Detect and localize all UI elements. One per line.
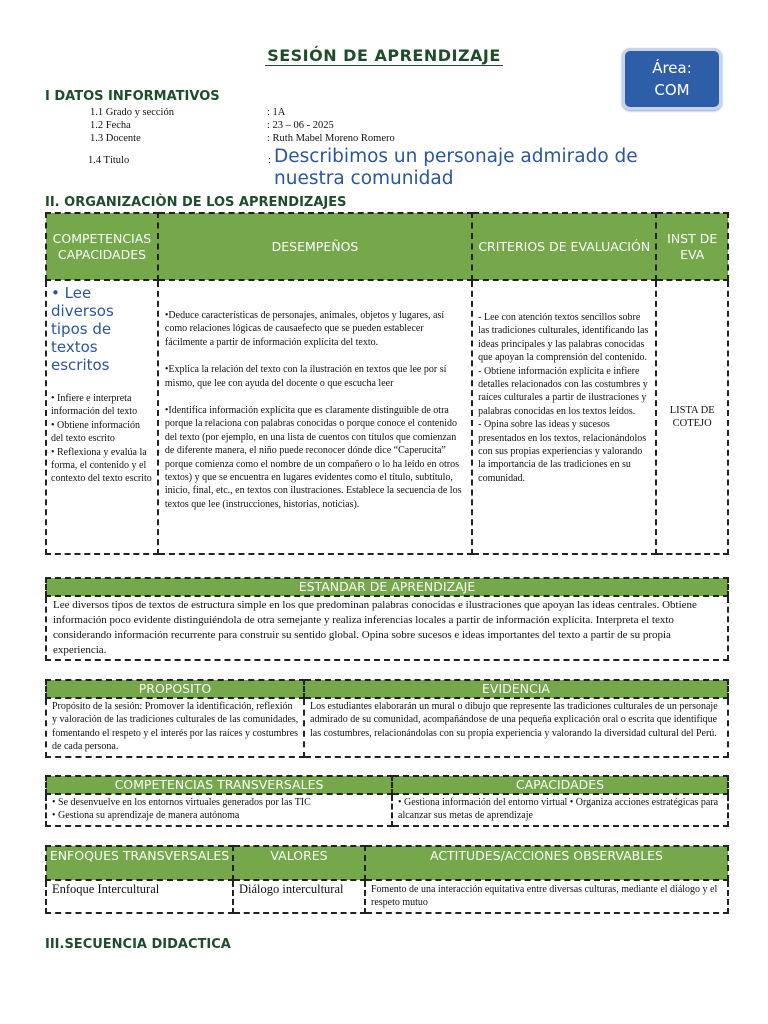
area-label: Área: [652, 59, 692, 77]
competencias-cell [46, 280, 158, 554]
enfoques-table [45, 845, 729, 914]
area-badge [622, 48, 722, 110]
instrumento-cell [656, 280, 728, 554]
desempeno-item: •Identifica información explícita que es claramente distinguible de otra porque la relaciona con palabras conocidas o porque conoce el contenido del texto (por ejemplo, en una lista de cuentos con títulos que comienzan de diferente manera, el niño puede reconocer dónde dice “Caperucita” porque comienza como el nombre de un compañero o lo ha leído en otros textos) y que se encuentra en lugares evidentes como el título, subtítulo, inicio, final, etc., en textos con ilustraciones. Establece la secuencia de los textos que lee (instrucciones, historias, noticias). [164, 405, 462, 510]
info-titulo-key: 1.4 Título [88, 155, 130, 166]
enfoque-value: Enfoque Intercultural [46, 880, 233, 913]
valor-value: Diálogo intercultural [233, 880, 365, 913]
header-competencias: COMPETENCIAS CAPACIDADES [46, 213, 158, 280]
capacidad-item: • Reflexiona y evalúa la forma, el contenido y el contexto del texto escrito [51, 446, 152, 485]
section-3-heading: III.SECUENCIA DIDACTICA [45, 937, 231, 952]
info-titulo-colon: : [268, 155, 271, 166]
estandar-table [45, 577, 729, 661]
criterio-item: - Lee con atención textos sencillos sobre las tradiciones culturales, identificando las ideas principales y las palabras conocidas que apoyan la comprensión del contenido. [478, 312, 649, 364]
criterio-item: - Obtiene información explícita e infiere detalles relacionados con las costumbres y raíces culturales a partir de ilustraciones y palabras conocidas en los textos leídos. [478, 365, 648, 417]
competencia-text: • Lee diversos tipos de textos escritos [51, 284, 114, 374]
area-value: COM [654, 81, 690, 99]
header-criterios: CRITERIOS DE EVALUACIÓN [472, 213, 656, 280]
capacidades-header: CAPACIDADES [392, 776, 728, 794]
transversales-header: COMPETENCIAS TRANSVERSALES [46, 776, 392, 794]
section-2-heading: II. ORGANIZACIÒN DE LOS APRENDIZAJES [45, 195, 347, 210]
criterios-cell [472, 280, 656, 554]
enfoques-header: ENFOQUES TRANSVERSALES [46, 846, 233, 880]
transversal-item: • Gestiona su aprendizaje de manera autónoma [52, 810, 240, 822]
proposito-evidencia-table [45, 679, 729, 758]
instrumento-text: LISTA DE COTEJO [669, 404, 715, 429]
capacidad-item: • Obtiene información del texto escrito [51, 419, 141, 445]
section-1-heading: I DATOS INFORMATIVOS [45, 89, 220, 104]
organizacion-table [45, 212, 729, 555]
actitudes-header: ACTITUDES/ACCIONES OBSERVABLES [365, 846, 728, 880]
info-grado-value: : 1A [267, 107, 286, 118]
proposito-header: PROPOSITO [46, 680, 304, 698]
desempeno-item: •Explica la relación del texto con la ilustración en textos que lee por sí mismo, que lee con ayuda del docente o que escucha leer [164, 364, 447, 389]
valores-header: VALORES [233, 846, 365, 880]
info-fecha-value: : 23 – 06 - 2025 [267, 120, 334, 131]
info-docente-key: 1.3 Docente [90, 133, 141, 144]
estandar-header: ESTANDAR DE APRENDIZAJE [46, 578, 728, 596]
header-desempenos: DESEMPEÑOS [158, 213, 472, 280]
transversales-table [45, 775, 729, 827]
page-title: SESIÓN DE APRENDIZAJE [267, 46, 501, 65]
criterio-item: - Opina sobre las ideas y sucesos presentados en los textos, relacionándolos con sus propias experiencias y valorando la importancia de las tradiciones en su comunidad. [478, 419, 647, 484]
info-fecha-key: 1.2 Fecha [90, 120, 131, 131]
transversales-cell [46, 794, 392, 826]
info-docente-value: : Ruth Mabel Moreno Romero [267, 133, 395, 144]
session-title: Describimos un personaje admirado de nuestra comunidad [274, 146, 638, 189]
evidencia-text: Los estudiantes elaborarán un mural o dibujo que represente las tradiciones culturales de un personaje admirado de su comunidad, acompañándose de una pequeña explicación oral o escrita que identifique las costumbres, relacionándolas con su propia experiencia y valorando la diversidad cultural del Perú. [304, 698, 728, 757]
evidencia-header: EVIDENCIA [304, 680, 728, 698]
estandar-text: Lee diversos tipos de textos de estructura simple en los que predominan palabras conocidas e ilustraciones que apoyan las ideas centrales. Obtiene información poco evidente distinguiéndola de otra semejante y realiza inferencias locales a partir de información explícita. Interpreta el texto considerando información recurrente para construir su sentido global. Opina sobre sucesos e ideas importantes del texto a partir de su propia experiencia. [46, 596, 728, 660]
transversal-item: • Se desenvuelve en los entornos virtuales generados por las TIC [52, 797, 311, 808]
capacidades-text: • Gestiona información del entorno virtual • Organiza acciones estratégicas para alcanzar sus metas de aprendizaje [392, 794, 728, 826]
capacidad-item: • Infiere e interpreta información del texto [51, 393, 138, 418]
proposito-text: Propósito de la sesión: Promover la identificación, reflexión y valoración de las tradiciones culturales de las comunidades, fomentando el respeto y el interés por las raíces y costumbres de cada persona. [46, 698, 304, 757]
actitud-value: Fomento de una interacción equitativa entre diversas culturas, mediante el diálogo y el respeto mutuo [365, 880, 728, 913]
desempeno-item: •Deduce características de personajes, animales, objetos y lugares, así como relaciones lógicas de causaefecto que se pueden establecer fácilmente a partir de información explícita del texto. [164, 310, 445, 348]
header-instrumento: INST DE EVA [656, 213, 728, 280]
desempenos-cell [158, 280, 472, 554]
info-grado-key: 1.1 Grado y sección [90, 107, 174, 118]
